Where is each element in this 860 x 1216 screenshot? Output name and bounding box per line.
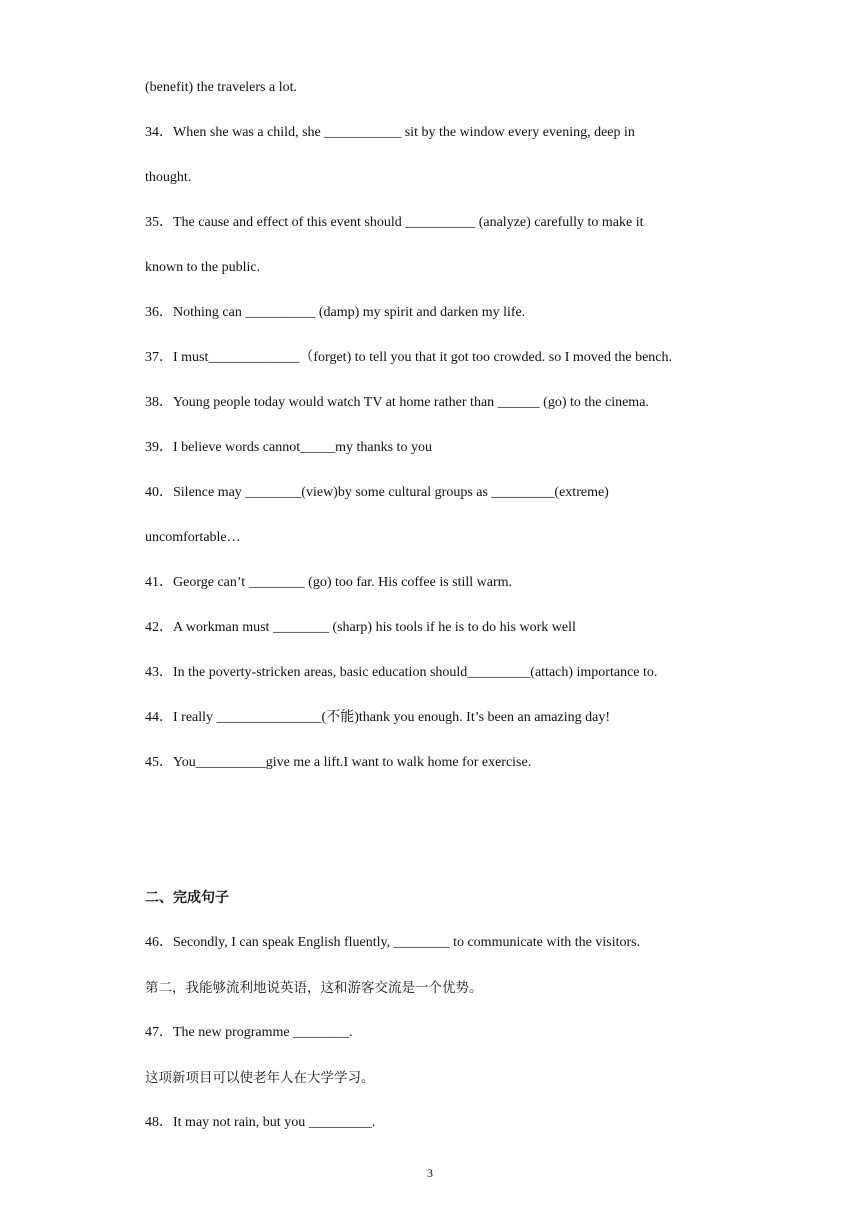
exercise-35: 35．The cause and effect of this event should __________ (analyze) carefully to make it	[145, 215, 644, 230]
exercise-38: 38．Young people today would watch TV at home rather than ______ (go) to the cinema.	[145, 395, 649, 410]
exercise-36: 36．Nothing can __________ (damp) my spirit and darken my life.	[145, 305, 526, 320]
exercise-44: 44．I really _______________(不能)thank you enough. It’s been an amazing day!	[145, 710, 611, 725]
exercise-47-translation: 这项新项目可以使老年人在大学学习。	[145, 1070, 375, 1086]
exercise-43: 43．In the poverty-stricken areas, basic education should_________(attach) importance to.	[145, 665, 658, 680]
exercise-45: 45．You__________give me a lift.I want to walk home for exercise.	[145, 755, 532, 770]
section-heading-complete-sentences: 二、完成句子	[145, 890, 229, 906]
exercise-42: 42．A workman must ________ (sharp) his tools if he is to do his work well	[145, 620, 576, 635]
exercise-48: 48．It may not rain, but you _________.	[145, 1115, 376, 1130]
exercise-34-continued: thought.	[145, 170, 192, 185]
exercise-47: 47．The new programme ________.	[145, 1025, 353, 1040]
exercise-line-benefit: (benefit) the travelers a lot.	[145, 80, 297, 95]
exercise-40: 40．Silence may ________(view)by some cultural groups as _________(extreme)	[145, 485, 609, 500]
page-number: 3	[427, 1166, 433, 1180]
exercise-46: 46．Secondly, I can speak English fluently, ________ to communicate with the visitors.	[145, 935, 641, 950]
exercise-40-continued: uncomfortable…	[145, 530, 241, 545]
exercise-41: 41．George can’t ________ (go) too far. His coffee is still warm.	[145, 575, 513, 590]
exercise-37: 37．I must_____________（forget) to tell you that it got too crowded. so I moved the bench.	[145, 350, 672, 365]
exercise-35-continued: known to the public.	[145, 260, 261, 275]
exercise-34: 34．When she was a child, she ___________ sit by the window every evening, deep in	[145, 125, 635, 140]
exercise-39: 39．I believe words cannot_____my thanks to you	[145, 440, 432, 455]
exercise-46-translation: 第二，我能够流利地说英语，这和游客交流是一个优势。	[145, 980, 483, 996]
